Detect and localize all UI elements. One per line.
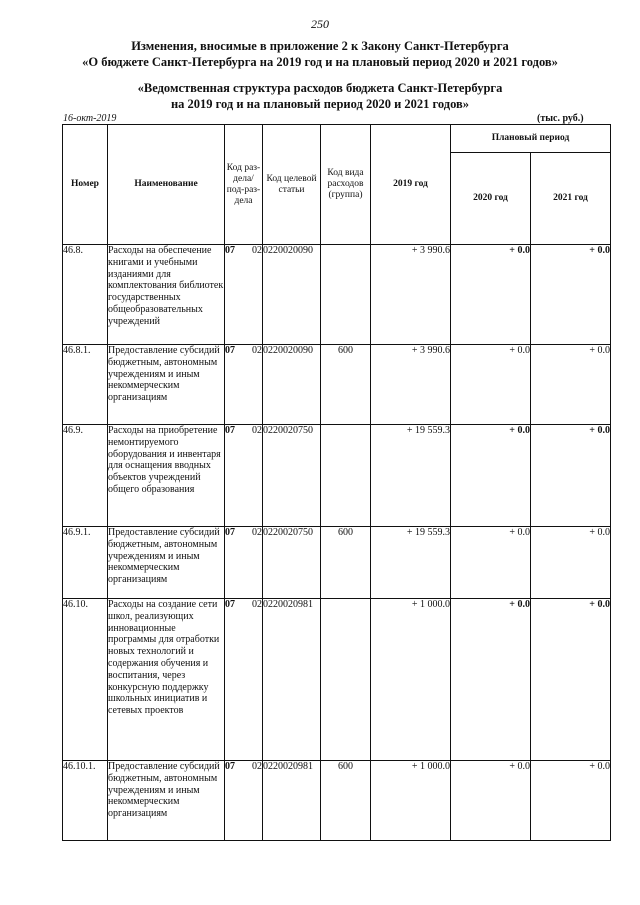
row-number: 46.10.1. xyxy=(63,761,108,841)
row-amount-2021: + 0.0 xyxy=(531,761,611,841)
row-amount-2020: + 0.0 xyxy=(451,245,531,345)
budget-table xyxy=(62,124,611,841)
col-header-planned: Плановый период xyxy=(451,125,611,153)
row-amount-2020: + 0.0 xyxy=(451,345,531,425)
row-razdel xyxy=(225,425,263,527)
table-row xyxy=(63,761,611,841)
row-amount-2019: + 19 559.3 xyxy=(371,425,451,527)
row-amount-2021: + 0.0 xyxy=(531,527,611,599)
row-amount-2019: + 3 990.6 xyxy=(371,345,451,425)
row-razdel xyxy=(225,345,263,425)
row-vr: 600 xyxy=(321,527,371,599)
row-razdel-subsection: 02 xyxy=(252,527,262,538)
appendix-title-line1: «Ведомственная структура расходов бюджета Санкт-Петербурга xyxy=(137,81,503,95)
row-name: Расходы на приобретение немонтируемого оборудования и инвентаря для оснащения вводных объектов учреждений общего образования xyxy=(108,425,225,527)
table-row xyxy=(63,245,611,345)
row-name: Предоставление субсидий бюджетным, автономным учреждениям и иным некоммерческим организациям xyxy=(108,527,225,599)
row-vr: 600 xyxy=(321,761,371,841)
row-csr: 0220020981 xyxy=(263,761,321,841)
row-razdel-section: 07 xyxy=(225,761,235,772)
row-razdel-section: 07 xyxy=(225,345,235,356)
row-razdel xyxy=(225,245,263,345)
row-amount-2020: + 0.0 xyxy=(451,425,531,527)
row-amount-2019: + 1 000.0 xyxy=(371,599,451,761)
col-header-number: Номер xyxy=(63,125,108,245)
row-razdel-subsection: 02 xyxy=(252,345,262,356)
row-vr xyxy=(321,425,371,527)
row-number: 46.9. xyxy=(63,425,108,527)
row-csr: 0220020090 xyxy=(263,345,321,425)
row-csr: 0220020750 xyxy=(263,425,321,527)
row-csr: 0220020090 xyxy=(263,245,321,345)
row-razdel-subsection: 02 xyxy=(252,599,262,610)
table-header-row xyxy=(63,125,611,153)
row-razdel-subsection: 02 xyxy=(252,761,262,772)
law-title xyxy=(0,38,640,70)
row-number: 46.10. xyxy=(63,599,108,761)
row-name: Предоставление субсидий бюджетным, автономным учреждениям и иным некоммерческим организациям xyxy=(108,761,225,841)
row-amount-2019: + 19 559.3 xyxy=(371,527,451,599)
row-number: 46.8. xyxy=(63,245,108,345)
row-number: 46.9.1. xyxy=(63,527,108,599)
col-header-vr: Код вида расходов (группа) xyxy=(321,125,371,245)
row-amount-2019: + 3 990.6 xyxy=(371,245,451,345)
row-vr xyxy=(321,245,371,345)
row-razdel-section: 07 xyxy=(225,245,235,256)
row-razdel xyxy=(225,599,263,761)
col-header-2021: 2021 год xyxy=(531,153,611,245)
appendix-title xyxy=(0,80,640,112)
table-row xyxy=(63,599,611,761)
row-amount-2021: + 0.0 xyxy=(531,425,611,527)
col-header-razdel: Код раз-дела/ под-раз-дела xyxy=(225,125,263,245)
page-number: 250 xyxy=(311,17,329,31)
table-row xyxy=(63,527,611,599)
row-razdel-section: 07 xyxy=(225,425,235,436)
table-row xyxy=(63,345,611,425)
col-header-csr: Код целевой статьи xyxy=(263,125,321,245)
row-amount-2020: + 0.0 xyxy=(451,761,531,841)
row-amount-2021: + 0.0 xyxy=(531,245,611,345)
row-amount-2021: + 0.0 xyxy=(531,345,611,425)
row-amount-2020: + 0.0 xyxy=(451,599,531,761)
row-name: Расходы на создание сети школ, реализующих инновационные программы для отработки новых технологий и содержания обучения и воспитания, через конкурсную поддержку школьных инициатив и сетевых проектов xyxy=(108,599,225,761)
row-razdel-section: 07 xyxy=(225,599,235,610)
law-title-line1: Изменения, вносимые в приложение 2 к Закону Санкт-Петербурга xyxy=(131,39,509,53)
row-razdel xyxy=(225,761,263,841)
document-date: 16-окт-2019 xyxy=(63,113,117,124)
row-name: Расходы на обеспечение книгами и учебными изданиями для комплектования библиотек государственных общеобразовательных учреждений xyxy=(108,245,225,345)
row-vr: 600 xyxy=(321,345,371,425)
row-number: 46.8.1. xyxy=(63,345,108,425)
units-label: (тыс. руб.) xyxy=(537,113,584,124)
row-razdel xyxy=(225,527,263,599)
col-header-2020: 2020 год xyxy=(451,153,531,245)
table-row xyxy=(63,425,611,527)
row-name: Предоставление субсидий бюджетным, автономным учреждениям и иным некоммерческим организациям xyxy=(108,345,225,425)
col-header-2019: 2019 год xyxy=(371,125,451,245)
row-csr: 0220020981 xyxy=(263,599,321,761)
row-razdel-subsection: 02 xyxy=(252,425,262,436)
row-amount-2021: + 0.0 xyxy=(531,599,611,761)
row-vr xyxy=(321,599,371,761)
row-csr: 0220020750 xyxy=(263,527,321,599)
appendix-title-line2: на 2019 год и на плановый период 2020 и 2021 годов» xyxy=(170,97,470,111)
row-razdel-subsection: 02 xyxy=(252,245,262,256)
row-razdel-section: 07 xyxy=(225,527,235,538)
row-amount-2020: + 0.0 xyxy=(451,527,531,599)
law-title-line2: «О бюджете Санкт-Петербурга на 2019 год и на плановый период 2020 и 2021 годов» xyxy=(82,55,558,69)
row-amount-2019: + 1 000.0 xyxy=(371,761,451,841)
col-header-name: Наименование xyxy=(108,125,225,245)
